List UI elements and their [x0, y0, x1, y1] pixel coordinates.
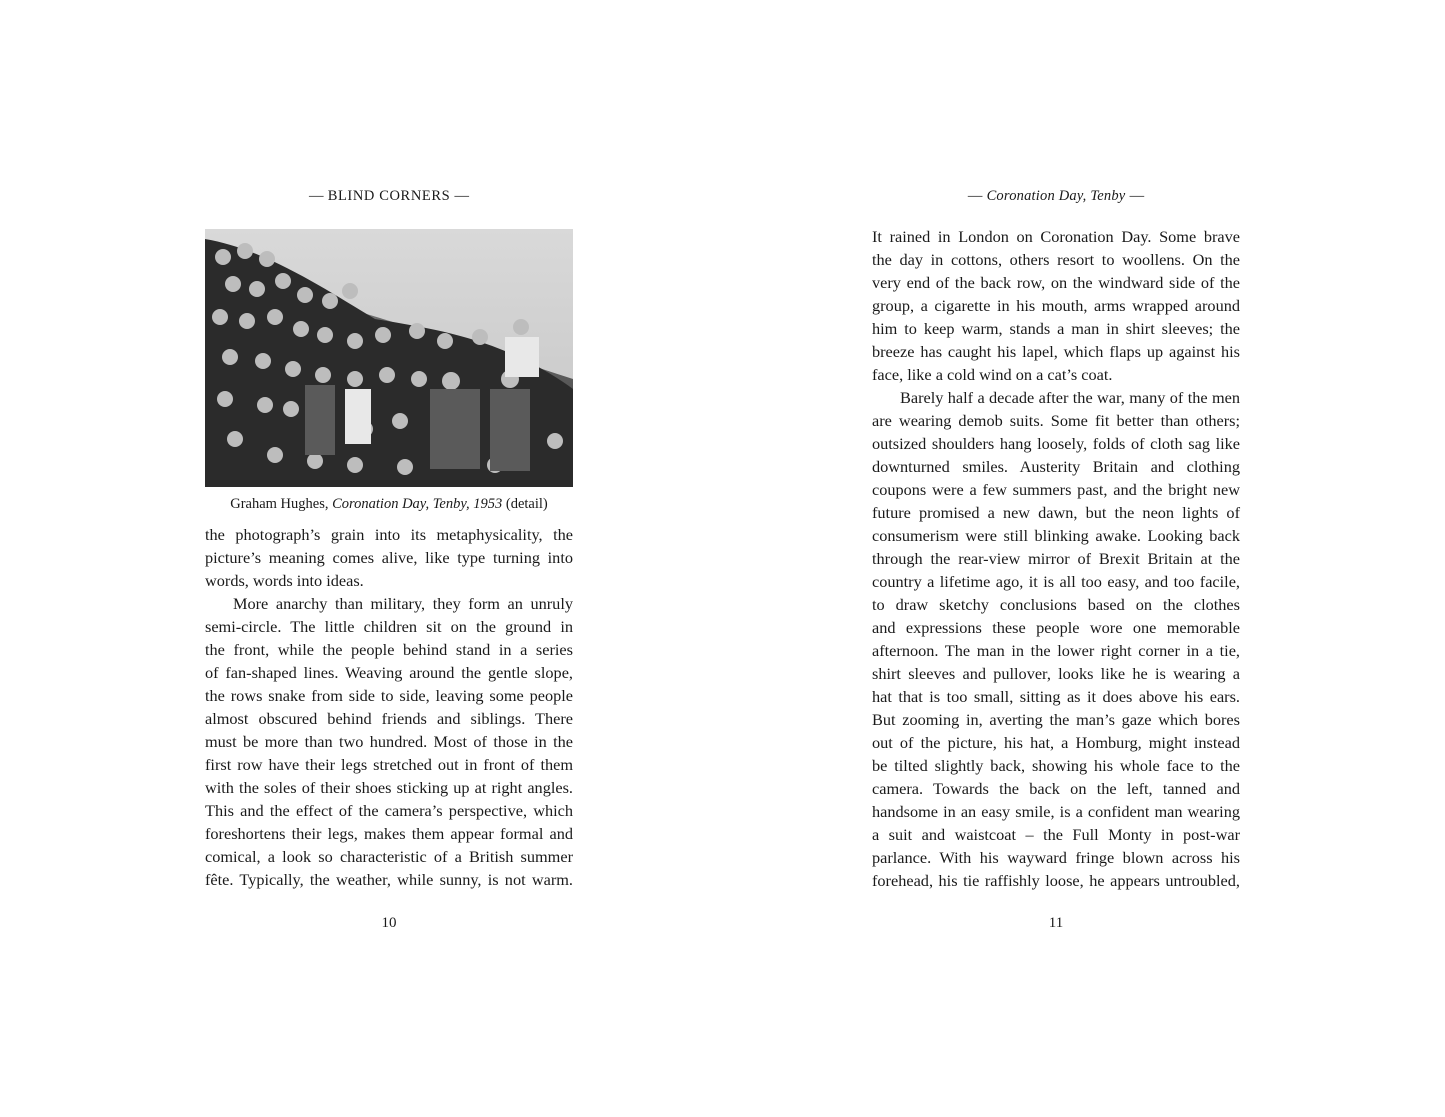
- text-line: afternoon. The man in the lower right corner in a tie,: [872, 641, 1240, 660]
- running-head-dash: —: [308, 188, 324, 204]
- caption-author: Graham Hughes,: [230, 496, 333, 512]
- text-line: breeze has caught his lapel, which flaps up against his: [872, 342, 1240, 361]
- running-head-left: [205, 186, 573, 206]
- caption-title: Coronation Day, Tenby, 1953: [332, 496, 503, 512]
- text-line: the day in cottons, others resort to woollens. On the: [872, 250, 1240, 269]
- text-line: and expressions these people wore one memorable: [872, 618, 1240, 637]
- text-line: words, words into ideas.: [205, 571, 364, 590]
- text-line: It rained in London on Coronation Day. Some brave: [872, 227, 1240, 246]
- text-line: comical, a look so characteristic of a British summer: [205, 847, 573, 866]
- text-line: the front, while the people behind stand in a series: [205, 640, 573, 659]
- text-line: very end of the back row, on the windward side of the: [872, 273, 1240, 292]
- running-head-dash: —: [967, 188, 983, 204]
- text-line: be tilted slightly back, showing his whole face to the: [872, 756, 1240, 775]
- text-line: More anarchy than military, they form an unruly: [233, 594, 573, 613]
- text-line: to draw sketchy conclusions based on the clothes: [872, 595, 1240, 614]
- text-line: fête. Typically, the weather, while sunny, is not warm.: [205, 870, 573, 889]
- text-line: downturned smiles. Austerity Britain and clothing: [872, 457, 1240, 476]
- text-line: are wearing demob suits. Some fit better than others;: [872, 411, 1240, 430]
- body-text-left: [205, 523, 573, 891]
- text-line: of fan-shaped lines. Weaving around the gentle slope,: [205, 663, 573, 682]
- text-line: forehead, his tie raffishly loose, he appears untroubled,: [872, 871, 1240, 890]
- text-line: consumerism were still blinking awake. Looking back: [872, 526, 1240, 545]
- page-number-left: 10: [381, 915, 397, 931]
- text-line: camera. Towards the back on the left, tanned and: [872, 779, 1240, 798]
- text-line: almost obscured behind friends and siblings. There: [205, 709, 573, 728]
- text-line: picture’s meaning comes alive, like type turning into: [205, 548, 573, 567]
- text-line: him to keep warm, stands a man in shirt sleeves; the: [872, 319, 1240, 338]
- text-line: semi-circle. The little children sit on the ground in: [205, 617, 573, 636]
- page-number-right: 11: [1048, 915, 1064, 931]
- text-line: handsome in an easy smile, is a confident man wearing: [872, 802, 1240, 821]
- group-photograph-icon: [205, 229, 573, 487]
- text-line: the photograph’s grain into its metaphysicality, the: [205, 525, 573, 544]
- text-line: hat that is too small, sitting as it does above his ears.: [872, 687, 1240, 706]
- text-line: group, a cigarette in his mouth, arms wrapped around: [872, 296, 1240, 315]
- text-line: with the soles of their shoes sticking up at right angles.: [205, 778, 573, 797]
- text-line: shirt sleeves and pullover, looks like he is wearing a: [872, 664, 1240, 683]
- text-line: future promised a new dawn, but the neon lights of: [872, 503, 1240, 522]
- text-line: must be more than two hundred. Most of those in the: [205, 732, 573, 751]
- group-photograph: [205, 229, 573, 487]
- text-line: country a lifetime ago, it is all too easy, and too facile,: [872, 572, 1240, 591]
- text-line: outsized shoulders hang loosely, folds of cloth sag like: [872, 434, 1240, 453]
- text-line: parlance. With his wayward fringe blown across his: [872, 848, 1240, 867]
- caption-suffix: (detail): [502, 496, 548, 512]
- text-line: coupons were a few summers past, and the bright new: [872, 480, 1240, 499]
- text-line: out of the picture, his hat, a Homburg, might instead: [872, 733, 1240, 752]
- running-head-right: [872, 186, 1240, 206]
- figure-caption: [205, 494, 573, 514]
- text-line: But zooming in, averting the man’s gaze which bores: [872, 710, 1240, 729]
- running-head-title: BLIND CORNERS: [327, 188, 451, 204]
- running-head-dash: —: [1129, 188, 1145, 204]
- running-head-title: Coronation Day, Tenby: [986, 188, 1126, 204]
- text-line: through the rear-view mirror of Brexit Britain at the: [872, 549, 1240, 568]
- text-line: face, like a cold wind on a cat’s coat.: [872, 365, 1113, 384]
- body-text-right: [872, 225, 1240, 892]
- text-line: foreshortens their legs, makes them appear formal and: [205, 824, 573, 843]
- text-line: Barely half a decade after the war, many of the men: [900, 388, 1240, 407]
- running-head-dash: —: [454, 188, 470, 204]
- text-line: This and the effect of the camera’s perspective, which: [205, 801, 573, 820]
- text-line: a suit and waistcoat – the Full Monty in post-war: [872, 825, 1240, 844]
- text-line: the rows snake from side to side, leaving some people: [205, 686, 573, 705]
- text-line: first row have their legs stretched out in front of them: [205, 755, 573, 774]
